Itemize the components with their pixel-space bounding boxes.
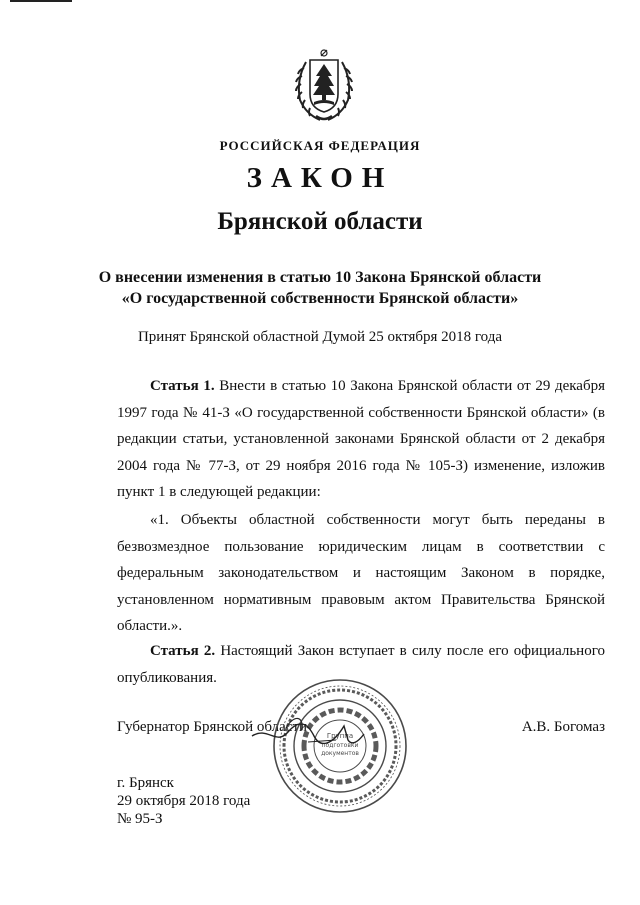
quoted-point-text: «1. Объекты областной собственности могут быть переданы в безвозмездное пользование юридическим лицам в соответствии с федеральным законодательством и настоящим Законом в порядке, установленном нормативным правовым актом Правительства Брянской области.». [117,512,605,634]
federation-heading: РОССИЙСКАЯ ФЕДЕРАЦИЯ [219,138,421,153]
law-subject-line-2: «О государственной собственности Брянской области» [121,290,519,307]
footer-date: 29 октября 2018 года [117,793,251,809]
article-2-text: Настоящий Закон вступает в силу после его официального опубликования. [117,643,605,686]
signatory-title: Губернатор Брянской области [117,719,308,735]
quoted-point-paragraph [117,507,605,640]
article-1-heading: Статья 1. [150,378,215,394]
footer-place: г. Брянск [117,775,174,791]
region-heading: Брянской области [217,208,423,235]
scan-edge-mark [10,0,72,2]
law-subject-line-1: О внесении изменения в статью 10 Закона Брянской области [98,269,542,286]
signatory-name: А.В. Богомаз [521,719,605,735]
adoption-line: Принят Брянской областной Думой 25 октября 2018 года [137,329,503,345]
stamp-text-line-3: документов [321,750,359,757]
stamp-text-line-1: Группа [326,732,354,740]
article-1-paragraph [117,373,605,506]
article-2-heading: Статья 2. [150,643,216,659]
law-title: ЗАКОН [246,162,394,194]
stamp-text-line-2: подготовки [321,742,359,749]
coat-of-arms-emblem [292,48,356,126]
law-subject [0,267,640,309]
handwritten-signature [248,706,368,766]
footer-number: № 95-З [117,811,163,827]
article-1-text: Внести в статью 10 Закона Брянской области от 29 декабря 1997 года № 41-З «О государственной собственности Брянской области» (в редакции статьи, установленной законами Брянской области от 2 декабря 2004 года № 77-З, от 29 ноября 2016 года № 105-З) изменение, изложив пункт 1 в следующей редакции: [117,378,605,500]
